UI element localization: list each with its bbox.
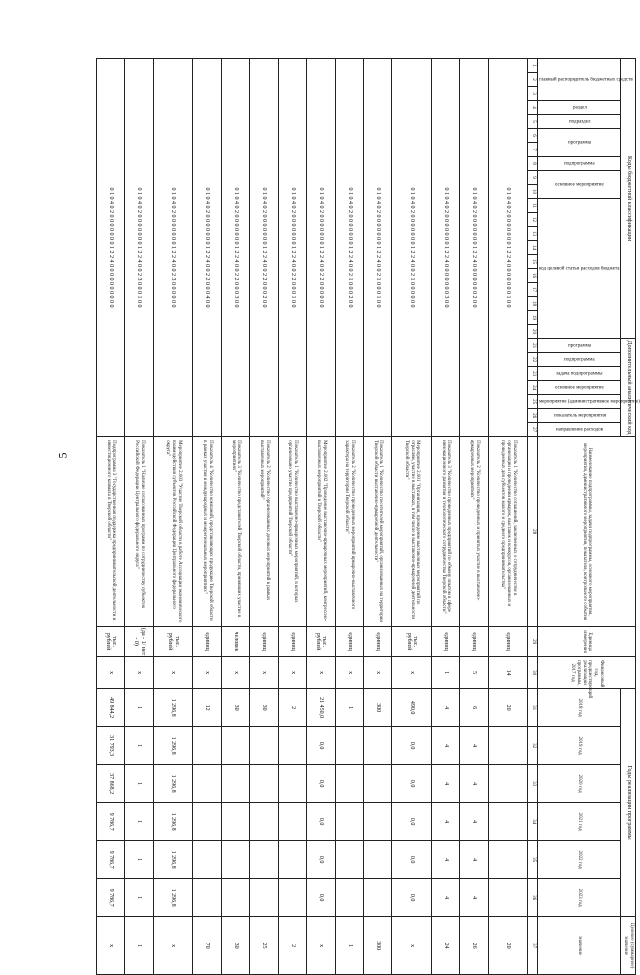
year-value-cell: 1 296,8 <box>153 803 193 841</box>
code-digits-cell: 0 1 0 4 0 2 0 0 0 0 0 0 0 1 2 2 4 0 0 2 2 0 0 0 0 0 0 <box>307 59 335 437</box>
year-value-cell: 4 <box>432 803 460 841</box>
header-row-groups <box>621 59 636 975</box>
fin-year-cell: х <box>221 657 249 689</box>
target-value-cell: 24 <box>432 917 460 975</box>
admin-col-header: направление расходов <box>538 423 621 437</box>
year-value-cell <box>363 803 391 841</box>
year-value-cell: 1 <box>125 727 153 765</box>
year-value-cell: 6 <box>460 689 488 727</box>
name-cell: Показатель 2 "Количество организованных деловых мероприятий в рамках выставочных мероприятий" <box>250 437 278 627</box>
year-value-cell: 0,0 <box>392 879 432 917</box>
fin-year-cell: х <box>193 657 221 689</box>
year-value-cell <box>193 727 221 765</box>
target-value-cell: х <box>97 917 125 975</box>
year-value-cell: 490,0 <box>392 689 432 727</box>
table-row <box>153 59 193 975</box>
year-value-cell: 1 <box>125 841 153 879</box>
table-row <box>460 59 488 975</box>
year-value-cell: 37 868,2 <box>97 765 125 803</box>
year-value-cell: 0,0 <box>392 841 432 879</box>
code-digits-cell: 0 1 0 4 0 2 0 0 0 0 0 0 0 1 2 2 4 0 0 2 2 0 0 0 3 0 0 <box>221 59 249 437</box>
year-col-header: 2018 год <box>538 689 621 727</box>
column-number: 28 <box>528 437 538 627</box>
table-row <box>125 59 153 975</box>
year-value-cell <box>488 841 528 879</box>
column-number: 22 <box>528 353 538 367</box>
year-value-cell <box>221 841 249 879</box>
kbk-col-header: код целевой статьи расходов бюджета <box>538 199 621 339</box>
code-digits-cell: 0 1 0 4 0 2 0 0 0 0 0 0 0 1 2 2 4 0 0 2 2 0 0 0 1 0 0 <box>278 59 306 437</box>
year-value-cell: 4 <box>432 765 460 803</box>
year-value-cell: 1 <box>125 689 153 727</box>
year-value-cell: 9 786,7 <box>97 879 125 917</box>
year-value-cell: 1 <box>335 689 363 727</box>
year-value-cell: 4 <box>460 803 488 841</box>
kbk-group-header: Коды бюджетной классификации <box>621 59 636 339</box>
name-cell: Показатель 2 "Количество проведенных мероприятий ярмарочно-выставочного характера на территории Тверской области" <box>335 437 363 627</box>
unit-cell: единиц <box>432 627 460 657</box>
column-number: 31 <box>528 689 538 727</box>
table-row <box>488 59 528 975</box>
kbk-col-header: программа <box>538 129 621 157</box>
unit-cell: (да - 1/ нет - 0) <box>125 627 153 657</box>
fin-year-cell: х <box>392 657 432 689</box>
column-number: 12 <box>528 213 538 227</box>
year-value-cell <box>250 727 278 765</box>
target-value-cell: х <box>392 917 432 975</box>
code-digits-cell: 0 1 0 4 0 2 0 0 0 0 0 0 0 1 2 2 4 0 0 2 2 0 0 0 4 0 0 <box>193 59 221 437</box>
target-value-cell: 1 <box>125 917 153 975</box>
table-row <box>193 59 221 975</box>
table-row <box>278 59 306 975</box>
admin-col-header: подпрограмма <box>538 353 621 367</box>
target-value-cell: 20 <box>488 917 528 975</box>
year-value-cell <box>363 765 391 803</box>
column-number: 10 <box>528 185 538 199</box>
unit-cell: тыс. рублей <box>392 627 432 657</box>
year-value-cell: 4 <box>460 841 488 879</box>
kbk-col-header: подпрограмма <box>538 157 621 171</box>
year-value-cell: 30 <box>250 689 278 727</box>
year-value-cell: 4 <box>460 727 488 765</box>
name-cell: Мероприятие 2.003 "Участие Тверской области в работе Ассоциации экономического взаимодействия субъектов Российской Федерации Центрального федерального округа" <box>153 437 193 627</box>
column-number: 37 <box>528 917 538 975</box>
year-value-cell: 4 <box>432 841 460 879</box>
unit-cell: тыс. рублей <box>153 627 193 657</box>
fin-year-cell: 1 <box>432 657 460 689</box>
kbk-col-header: раздел <box>538 101 621 115</box>
column-number: 1 <box>528 59 538 73</box>
fin-year-cell: 5 <box>460 657 488 689</box>
year-value-cell: 2 <box>278 689 306 727</box>
target-value-cell: 1 <box>335 917 363 975</box>
column-number: 16 <box>528 269 538 283</box>
year-value-cell <box>193 803 221 841</box>
admin-code-group-header: Дополнительный аналитический код <box>621 339 636 437</box>
table-row <box>363 59 391 975</box>
code-digits-cell: 0 1 0 4 0 2 0 0 0 0 0 0 0 1 2 2 4 0 0 2 1 0 0 0 0 0 0 <box>392 59 432 437</box>
year-value-cell <box>278 841 306 879</box>
year-value-cell <box>488 765 528 803</box>
unit-cell: тыс. рублей <box>307 627 335 657</box>
table-row <box>307 59 335 975</box>
name-cell: Подпрограмма 3 "Государственная поддержка предпринимательской деятельности и инвестиционного климата в Тверской области" <box>97 437 125 627</box>
unit-cell: единиц <box>250 627 278 657</box>
code-digits-cell: 0 1 0 4 0 2 0 0 0 0 0 0 0 1 2 2 4 0 0 0 0 0 0 0 1 0 0 <box>488 59 528 437</box>
year-value-cell: 0,0 <box>307 803 335 841</box>
column-number: 29 <box>528 627 538 657</box>
fin-year-cell: х <box>250 657 278 689</box>
year-col-header: 2020 год <box>538 765 621 803</box>
fin-year-cell: х <box>307 657 335 689</box>
column-number: 11 <box>528 199 538 213</box>
year-value-cell <box>193 765 221 803</box>
year-value-cell: 1 296,8 <box>153 879 193 917</box>
admin-col-header: показатель мероприятия <box>538 409 621 423</box>
name-cell: Показатель 3 "Количество представителей Тверской области, принявших участие в мероприятиях" <box>221 437 249 627</box>
table-row <box>221 59 249 975</box>
column-number: 20 <box>528 325 538 339</box>
year-value-cell <box>363 879 391 917</box>
column-number: 27 <box>528 423 538 437</box>
name-cell: Показатель 1 "Наличие согласованных программ по сотрудничеству субъектов Российской Федерации Центрального федерального округа" <box>125 437 153 627</box>
year-value-cell <box>221 727 249 765</box>
year-value-cell <box>488 879 528 917</box>
year-value-cell: 1 <box>125 803 153 841</box>
year-value-cell <box>363 841 391 879</box>
year-value-cell: 20 <box>488 689 528 727</box>
year-value-cell: 0,0 <box>392 727 432 765</box>
admin-col-header: мероприятие (административное мероприятие) <box>538 395 621 409</box>
fin-year-cell: х <box>335 657 363 689</box>
year-value-cell: 31 793,3 <box>97 727 125 765</box>
column-number: 15 <box>528 255 538 269</box>
code-digits-cell: 0 1 0 4 0 2 0 0 0 0 0 0 0 1 2 2 4 0 0 2 1 0 0 0 1 0 0 <box>363 59 391 437</box>
code-digits-cell: 0 1 0 4 0 2 0 0 0 0 0 0 0 1 2 2 4 0 0 2 3 0 0 0 1 0 0 <box>125 59 153 437</box>
kbk-col-header: подраздел <box>538 115 621 129</box>
column-number: 4 <box>528 101 538 115</box>
year-value-cell: 0,0 <box>392 803 432 841</box>
year-value-cell <box>363 727 391 765</box>
table-body <box>97 59 529 975</box>
year-value-cell <box>221 803 249 841</box>
year-value-cell <box>335 841 363 879</box>
year-value-cell <box>335 879 363 917</box>
column-number: 3 <box>528 87 538 101</box>
name-cell: Показатель 1 "Количество соглашений, заключенных о сотрудничестве в организации и проведении ярмарок, выставок и конкурсов, организованных и проведенных для субъектов малого и среднего предпринимательства" <box>488 437 528 627</box>
unit-column-header: Единица измерения <box>538 627 636 657</box>
year-value-cell <box>278 727 306 765</box>
target-value-cell: 2 <box>278 917 306 975</box>
column-number-row <box>528 59 538 975</box>
column-number: 7 <box>528 143 538 157</box>
table-row <box>392 59 432 975</box>
admin-col-header: программа <box>538 339 621 353</box>
year-value-cell: 4 <box>432 879 460 917</box>
target-value-cell: 70 <box>193 917 221 975</box>
year-value-cell: 1 296,8 <box>153 841 193 879</box>
year-value-cell <box>335 727 363 765</box>
column-number: 21 <box>528 339 538 353</box>
name-cell: Показатель 1 "Количество посетителей мероприятий, организованных на территории Тверской области выставочно-ярмарочной деятельности" <box>363 437 391 627</box>
unit-cell: человек <box>221 627 249 657</box>
column-number: 8 <box>528 157 538 171</box>
years-group-header: Годы реализации программы <box>621 689 636 917</box>
year-value-cell <box>250 879 278 917</box>
code-digits-cell: 0 1 0 4 0 2 0 0 0 0 0 0 0 1 2 2 4 0 0 2 1 0 0 0 2 0 0 <box>335 59 363 437</box>
name-column-header: Наименование подпрограммы, задачи подпрограммы, основного мероприятия, мероприятия, административного мероприятия, показателя, контрольного события <box>538 437 636 627</box>
unit-cell: единиц <box>335 627 363 657</box>
year-value-cell: 300 <box>363 689 391 727</box>
unit-cell: единиц <box>363 627 391 657</box>
year-value-cell <box>488 803 528 841</box>
page-number: 5 <box>55 452 70 459</box>
column-number: 30 <box>528 657 538 689</box>
year-value-cell: 0,0 <box>307 841 335 879</box>
fin-year-cell: 14 <box>488 657 528 689</box>
year-col-header: 2019 год <box>538 727 621 765</box>
name-cell: Мероприятие 2.002 "Проведение выставочно-ярмарочных мероприятий, конгрессно-выставочных мероприятий в Тверской области" <box>307 437 335 627</box>
year-value-cell: 0,0 <box>307 765 335 803</box>
column-number: 24 <box>528 381 538 395</box>
column-number: 23 <box>528 367 538 381</box>
admin-col-header: задача подпрограммы <box>538 367 621 381</box>
year-value-cell <box>278 765 306 803</box>
document-area <box>96 58 640 969</box>
target-col-header: значение <box>538 917 621 975</box>
year-value-cell <box>193 841 221 879</box>
column-number: 36 <box>528 879 538 917</box>
target-group-header: Целевое (суммарное) значение <box>621 917 636 975</box>
code-digits-cell: 0 1 0 4 0 2 0 0 0 0 0 0 0 1 2 2 4 0 0 0 0 0 0 0 0 0 0 <box>97 59 125 437</box>
column-number: 19 <box>528 311 538 325</box>
year-value-cell: 12 <box>193 689 221 727</box>
name-cell: Показатель 3 "Количество проведенных предприятий по обмену опытом в сфере инновационного развития и технологического сотрудничества Тверской области" <box>432 437 460 627</box>
fin-year-cell: х <box>278 657 306 689</box>
target-value-cell: 26 <box>460 917 488 975</box>
kbk-col-header: главный распорядитель бюджетных средств <box>538 59 621 101</box>
fin-year-cell: х <box>153 657 193 689</box>
year-value-cell <box>335 765 363 803</box>
year-value-cell: 4 <box>432 689 460 727</box>
table-row <box>97 59 125 975</box>
fin-year-cell: х <box>97 657 125 689</box>
year-value-cell <box>250 841 278 879</box>
target-value-cell: х <box>153 917 193 975</box>
year-value-cell: 1 <box>125 879 153 917</box>
unit-cell: тыс. рублей <box>97 627 125 657</box>
year-value-cell: 0,0 <box>307 879 335 917</box>
column-number: 2 <box>528 73 538 87</box>
year-value-cell: 0,0 <box>392 765 432 803</box>
target-value-cell: 30 <box>221 917 249 975</box>
year-value-cell: 9 786,7 <box>97 803 125 841</box>
column-number: 25 <box>528 395 538 409</box>
year-value-cell: 1 296,8 <box>153 689 193 727</box>
year-value-cell: 1 296,8 <box>153 727 193 765</box>
column-number: 5 <box>528 115 538 129</box>
year-value-cell: 1 296,8 <box>153 765 193 803</box>
column-number: 32 <box>528 727 538 765</box>
unit-cell: единиц <box>488 627 528 657</box>
column-number: 18 <box>528 297 538 311</box>
column-number: 6 <box>528 129 538 143</box>
column-number: 13 <box>528 227 538 241</box>
code-digits-cell: 0 1 0 4 0 2 0 0 0 0 0 0 0 1 2 2 4 0 0 2 3 0 0 0 0 0 0 <box>153 59 193 437</box>
year-value-cell <box>221 765 249 803</box>
admin-col-header: основное мероприятие <box>538 381 621 395</box>
year-col-header: 2022 год <box>538 841 621 879</box>
year-col-header: 2023 год <box>538 879 621 917</box>
year-value-cell <box>278 879 306 917</box>
year-value-cell <box>335 803 363 841</box>
year-value-cell <box>193 879 221 917</box>
year-value-cell: 9 786,7 <box>97 841 125 879</box>
name-cell: Мероприятие 2.001 "Организация, проведение выставочных мероприятий по отраслям, участие в выставках, в том числе в выставочно-ярмарочной деятельности Тверской области" <box>392 437 432 627</box>
year-value-cell: 4 <box>460 765 488 803</box>
code-digits-cell: 0 1 0 4 0 2 0 0 0 0 0 0 0 1 2 2 4 0 0 0 0 0 0 0 2 0 0 <box>460 59 488 437</box>
year-value-cell: 4 <box>460 879 488 917</box>
unit-cell: единиц <box>193 627 221 657</box>
code-digits-cell: 0 1 0 4 0 2 0 0 0 0 0 0 0 1 2 2 4 0 0 0 0 0 0 0 3 0 0 <box>432 59 460 437</box>
rotated-sheet <box>96 58 640 969</box>
year-value-cell: 21 450,0 <box>307 689 335 727</box>
year-value-cell <box>221 879 249 917</box>
fin-year-cell: х <box>125 657 153 689</box>
year-value-cell <box>278 803 306 841</box>
year-value-cell: 0,0 <box>307 727 335 765</box>
unit-cell: единиц <box>460 627 488 657</box>
unit-cell: единиц <box>278 627 306 657</box>
column-number: 33 <box>528 765 538 803</box>
target-value-cell: 25 <box>250 917 278 975</box>
year-value-cell: 49 844,2 <box>97 689 125 727</box>
table-row <box>432 59 460 975</box>
year-value-cell <box>250 803 278 841</box>
name-cell: Показатель 2 "Количество проведенных и принятых участие в выставочно-ярмарочных мероприятиях" <box>460 437 488 627</box>
name-cell: Показатель 1 "Количество выставочно-ярмарочных мероприятий, в которых организовано участие предприятий Тверской области" <box>278 437 306 627</box>
column-number: 9 <box>528 171 538 185</box>
target-value-cell: х <box>307 917 335 975</box>
fin-year-cell: х <box>363 657 391 689</box>
name-cell: Показатель 4 "Количество компаний, представляющих продукцию Тверской области в рамках участия в международных и межрегиональных мероприятиях" <box>193 437 221 627</box>
column-number: 34 <box>528 803 538 841</box>
year-value-cell: 1 <box>125 765 153 803</box>
table-row <box>250 59 278 975</box>
year-value-cell: 30 <box>221 689 249 727</box>
column-number: 35 <box>528 841 538 879</box>
year-col-header: 2021 год <box>538 803 621 841</box>
table-row <box>335 59 363 975</box>
code-digits-cell: 0 1 0 4 0 2 0 0 0 0 0 0 0 1 2 2 4 0 0 2 2 0 0 0 2 0 0 <box>250 59 278 437</box>
program-table <box>96 58 640 975</box>
target-value-cell: 300 <box>363 917 391 975</box>
column-number: 26 <box>528 409 538 423</box>
year-value-cell <box>488 727 528 765</box>
kbk-col-header: основное мероприятие <box>538 171 621 199</box>
column-number: 17 <box>528 283 538 297</box>
fin-year-column-header: Финансовый год, предшествующий реализации программы, 2017 год <box>538 657 636 689</box>
year-value-cell <box>250 765 278 803</box>
column-number: 14 <box>528 241 538 255</box>
year-value-cell: 4 <box>432 727 460 765</box>
